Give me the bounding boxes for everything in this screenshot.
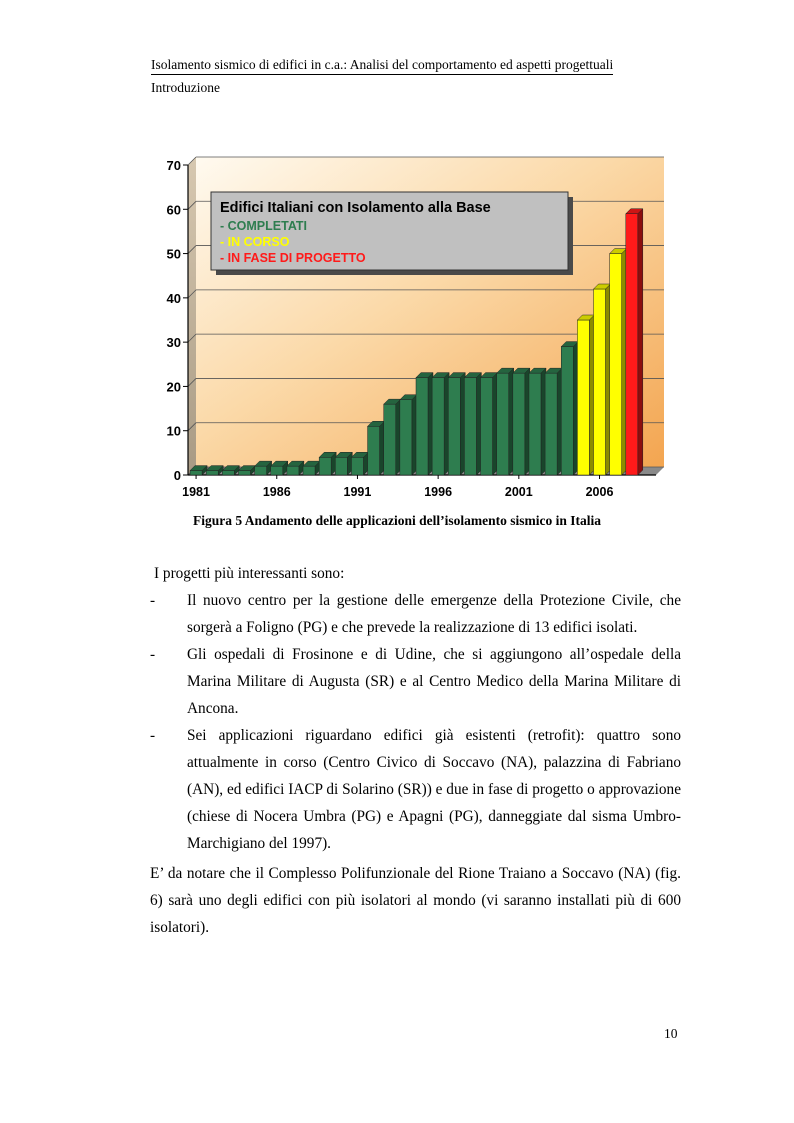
x-tick-label: 2001 bbox=[504, 485, 533, 499]
legend-completati: - COMPLETATI bbox=[220, 219, 308, 233]
bar bbox=[626, 214, 638, 475]
bullet-dash: - bbox=[150, 646, 156, 663]
bar bbox=[384, 404, 396, 475]
bar bbox=[432, 378, 444, 475]
bar bbox=[206, 471, 218, 475]
bar bbox=[319, 457, 331, 475]
legend-in-corso: - IN CORSO bbox=[220, 235, 290, 249]
bar bbox=[545, 373, 557, 475]
bar bbox=[497, 373, 509, 475]
x-tick-label: 1996 bbox=[424, 485, 453, 499]
bar-chart bbox=[150, 150, 670, 505]
y-tick-label: 60 bbox=[166, 202, 181, 218]
y-tick-label: 50 bbox=[166, 246, 181, 262]
bar bbox=[448, 378, 460, 475]
x-tick-label: 2006 bbox=[585, 485, 614, 499]
intro-paragraph: I progetti più interessanti sono: bbox=[154, 565, 345, 582]
bullet-list bbox=[150, 587, 681, 857]
y-tick-label: 70 bbox=[166, 158, 181, 173]
bar bbox=[577, 320, 589, 475]
bar bbox=[561, 347, 573, 475]
bar bbox=[481, 378, 493, 475]
bar bbox=[255, 466, 267, 475]
section-name: Introduzione bbox=[151, 80, 220, 95]
bar-side bbox=[638, 209, 643, 475]
x-tick-label: 1981 bbox=[182, 485, 210, 499]
list-item-text: Gli ospedali di Frosinone e di Udine, che si aggiungono all’ospedale della Marina Militare di Augusta (SR) e al Centro Medico della Marina Militare di Ancona. bbox=[187, 646, 681, 717]
bar bbox=[271, 466, 283, 475]
bullet-dash: - bbox=[150, 727, 156, 744]
bar bbox=[529, 373, 541, 475]
x-tick-label: 1986 bbox=[262, 485, 291, 499]
bar bbox=[416, 378, 428, 475]
y-tick-label: 40 bbox=[166, 290, 181, 306]
bar bbox=[238, 471, 250, 475]
bullet-dash: - bbox=[150, 592, 156, 609]
list-item-text: Sei applicazioni riguardano edifici già esistenti (retrofit): quattro sono attualmente in corso (Centro Civico di Soccavo (NA), palazzina di Fabriano (AN), ed edifici IACP di Solarino (SR)) e due in fase di progetto o approvazione (chiese di Nocera Umbra (PG) e Apagni (PG), danneggiate dal sisma Umbro-Marchigiano del 1997). bbox=[187, 727, 681, 852]
bar bbox=[303, 466, 315, 475]
closing-paragraph: E’ da notare che il Complesso Polifunzionale del Rione Traiano a Soccavo (NA) (fig. 6) sarà uno degli edifici con più isolatori al mondo (vi saranno installati più di 600 isolatori). bbox=[150, 865, 681, 936]
figure-5-chart bbox=[150, 150, 670, 505]
chart-side-wall bbox=[188, 157, 196, 475]
bar bbox=[222, 471, 234, 475]
list-item bbox=[150, 641, 681, 722]
bar bbox=[351, 457, 363, 475]
running-title: Isolamento sismico di edifici in c.a.: Analisi del comportamento ed aspetti progettuali bbox=[151, 57, 613, 75]
legend-in-fase-di-progetto: - IN FASE DI PROGETTO bbox=[220, 251, 366, 265]
chart-title: Edifici Italiani con Isolamento alla Base bbox=[220, 200, 491, 216]
bar bbox=[190, 471, 202, 475]
figure-caption: Figura 5 Andamento delle applicazioni dell’isolamento sismico in Italia bbox=[192, 513, 601, 528]
bar bbox=[287, 466, 299, 475]
bar bbox=[610, 254, 622, 475]
bar bbox=[368, 426, 380, 475]
list-item bbox=[150, 587, 681, 641]
y-tick-label: 0 bbox=[173, 468, 181, 483]
list-item-text: Il nuovo centro per la gestione delle emergenze della Protezione Civile, che sorgerà a Foligno (PG) e che prevede la realizzazione di 13 edifici isolati. bbox=[187, 592, 681, 636]
y-tick-label: 10 bbox=[166, 423, 181, 439]
y-tick-label: 20 bbox=[166, 379, 181, 395]
list-item bbox=[150, 722, 681, 857]
chart-legend bbox=[211, 192, 573, 275]
bar bbox=[513, 373, 525, 475]
page-number: 10 bbox=[664, 1026, 678, 1041]
bar bbox=[400, 400, 412, 475]
bar bbox=[594, 289, 606, 475]
x-tick-label: 1991 bbox=[343, 485, 372, 499]
bar bbox=[464, 378, 476, 475]
bar bbox=[335, 457, 347, 475]
y-tick-label: 30 bbox=[166, 335, 181, 351]
